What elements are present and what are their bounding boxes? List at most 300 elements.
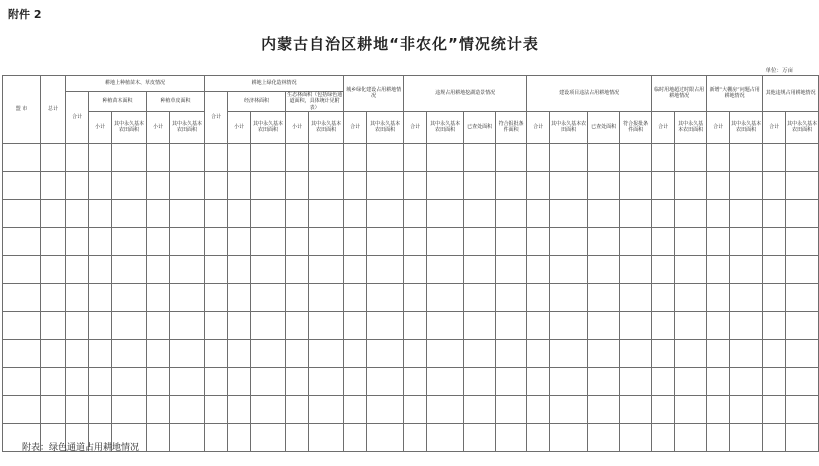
table-cell[interactable] <box>730 423 763 451</box>
table-cell[interactable] <box>464 199 496 227</box>
table-cell[interactable] <box>427 311 464 339</box>
table-cell[interactable] <box>251 311 286 339</box>
table-cell[interactable] <box>730 283 763 311</box>
table-cell[interactable] <box>404 143 427 171</box>
table-cell[interactable] <box>588 255 620 283</box>
table-cell[interactable] <box>550 339 588 367</box>
table-cell[interactable] <box>588 367 620 395</box>
table-cell[interactable] <box>620 199 652 227</box>
table-cell[interactable] <box>89 143 112 171</box>
table-cell[interactable] <box>675 395 707 423</box>
table-cell[interactable] <box>286 283 309 311</box>
table-cell[interactable] <box>147 171 170 199</box>
table-cell[interactable] <box>170 395 205 423</box>
table-cell[interactable] <box>3 395 41 423</box>
table-cell[interactable] <box>527 199 550 227</box>
table-cell[interactable] <box>309 367 344 395</box>
table-cell[interactable] <box>112 283 147 311</box>
table-cell[interactable] <box>730 143 763 171</box>
table-cell[interactable] <box>228 199 251 227</box>
table-cell[interactable] <box>427 255 464 283</box>
table-cell[interactable] <box>89 171 112 199</box>
table-cell[interactable] <box>205 339 228 367</box>
table-cell[interactable] <box>251 367 286 395</box>
table-cell[interactable] <box>707 143 730 171</box>
table-cell[interactable] <box>427 283 464 311</box>
table-cell[interactable] <box>763 339 786 367</box>
table-cell[interactable] <box>786 311 819 339</box>
table-cell[interactable] <box>367 311 404 339</box>
table-cell[interactable] <box>550 367 588 395</box>
table-cell[interactable] <box>527 227 550 255</box>
table-cell[interactable] <box>427 227 464 255</box>
table-cell[interactable] <box>367 283 404 311</box>
table-cell[interactable] <box>309 171 344 199</box>
table-cell[interactable] <box>309 423 344 451</box>
table-cell[interactable] <box>112 255 147 283</box>
table-cell[interactable] <box>309 283 344 311</box>
table-cell[interactable] <box>147 283 170 311</box>
table-cell[interactable] <box>286 339 309 367</box>
table-cell[interactable] <box>588 339 620 367</box>
table-cell[interactable] <box>620 255 652 283</box>
table-cell[interactable] <box>89 199 112 227</box>
table-cell[interactable] <box>588 199 620 227</box>
table-cell[interactable] <box>286 143 309 171</box>
table-cell[interactable] <box>707 395 730 423</box>
table-cell[interactable] <box>588 423 620 451</box>
table-cell[interactable] <box>427 395 464 423</box>
table-cell[interactable] <box>41 227 66 255</box>
table-cell[interactable] <box>170 143 205 171</box>
table-cell[interactable] <box>786 283 819 311</box>
table-cell[interactable] <box>404 339 427 367</box>
table-cell[interactable] <box>427 171 464 199</box>
table-cell[interactable] <box>112 199 147 227</box>
table-cell[interactable] <box>527 423 550 451</box>
table-cell[interactable] <box>147 395 170 423</box>
table-cell[interactable] <box>675 199 707 227</box>
table-cell[interactable] <box>404 227 427 255</box>
table-cell[interactable] <box>89 367 112 395</box>
table-cell[interactable] <box>66 367 89 395</box>
table-cell[interactable] <box>588 143 620 171</box>
table-cell[interactable] <box>170 171 205 199</box>
table-cell[interactable] <box>464 339 496 367</box>
table-cell[interactable] <box>147 199 170 227</box>
table-cell[interactable] <box>404 423 427 451</box>
table-cell[interactable] <box>251 423 286 451</box>
table-cell[interactable] <box>527 143 550 171</box>
table-cell[interactable] <box>588 171 620 199</box>
table-cell[interactable] <box>286 171 309 199</box>
table-cell[interactable] <box>344 283 367 311</box>
table-cell[interactable] <box>496 283 527 311</box>
table-cell[interactable] <box>652 171 675 199</box>
table-cell[interactable] <box>527 339 550 367</box>
table-cell[interactable] <box>112 395 147 423</box>
table-cell[interactable] <box>496 199 527 227</box>
table-cell[interactable] <box>730 199 763 227</box>
table-cell[interactable] <box>3 171 41 199</box>
table-cell[interactable] <box>464 283 496 311</box>
table-cell[interactable] <box>675 143 707 171</box>
table-cell[interactable] <box>763 199 786 227</box>
table-cell[interactable] <box>286 227 309 255</box>
table-cell[interactable] <box>228 311 251 339</box>
table-cell[interactable] <box>763 311 786 339</box>
table-cell[interactable] <box>550 395 588 423</box>
table-cell[interactable] <box>309 311 344 339</box>
table-cell[interactable] <box>41 339 66 367</box>
table-cell[interactable] <box>66 255 89 283</box>
table-cell[interactable] <box>464 423 496 451</box>
table-cell[interactable] <box>112 143 147 171</box>
table-cell[interactable] <box>730 339 763 367</box>
table-cell[interactable] <box>309 395 344 423</box>
table-cell[interactable] <box>286 255 309 283</box>
table-cell[interactable] <box>786 423 819 451</box>
table-cell[interactable] <box>786 255 819 283</box>
table-cell[interactable] <box>309 255 344 283</box>
table-cell[interactable] <box>251 255 286 283</box>
table-cell[interactable] <box>170 423 205 451</box>
table-cell[interactable] <box>205 423 228 451</box>
table-cell[interactable] <box>170 339 205 367</box>
table-cell[interactable] <box>464 171 496 199</box>
table-cell[interactable] <box>66 395 89 423</box>
table-cell[interactable] <box>170 283 205 311</box>
table-cell[interactable] <box>89 227 112 255</box>
table-cell[interactable] <box>367 339 404 367</box>
table-cell[interactable] <box>41 171 66 199</box>
table-cell[interactable] <box>786 227 819 255</box>
table-cell[interactable] <box>367 367 404 395</box>
table-cell[interactable] <box>707 255 730 283</box>
table-cell[interactable] <box>707 311 730 339</box>
table-cell[interactable] <box>620 227 652 255</box>
table-cell[interactable] <box>170 255 205 283</box>
table-cell[interactable] <box>652 255 675 283</box>
table-cell[interactable] <box>496 311 527 339</box>
table-cell[interactable] <box>763 255 786 283</box>
table-cell[interactable] <box>112 311 147 339</box>
table-cell[interactable] <box>588 227 620 255</box>
table-cell[interactable] <box>404 311 427 339</box>
table-cell[interactable] <box>496 143 527 171</box>
table-cell[interactable] <box>41 395 66 423</box>
table-cell[interactable] <box>675 255 707 283</box>
table-cell[interactable] <box>464 227 496 255</box>
table-cell[interactable] <box>41 311 66 339</box>
table-cell[interactable] <box>228 227 251 255</box>
table-cell[interactable] <box>286 423 309 451</box>
table-cell[interactable] <box>41 255 66 283</box>
table-cell[interactable] <box>763 283 786 311</box>
table-cell[interactable] <box>205 367 228 395</box>
table-cell[interactable] <box>620 339 652 367</box>
table-cell[interactable] <box>228 171 251 199</box>
table-cell[interactable] <box>588 395 620 423</box>
table-cell[interactable] <box>344 199 367 227</box>
table-cell[interactable] <box>588 311 620 339</box>
table-cell[interactable] <box>620 311 652 339</box>
table-cell[interactable] <box>41 367 66 395</box>
table-cell[interactable] <box>652 143 675 171</box>
table-cell[interactable] <box>286 395 309 423</box>
table-cell[interactable] <box>763 171 786 199</box>
table-cell[interactable] <box>228 255 251 283</box>
table-cell[interactable] <box>344 339 367 367</box>
table-cell[interactable] <box>147 311 170 339</box>
table-cell[interactable] <box>147 423 170 451</box>
table-cell[interactable] <box>527 283 550 311</box>
table-cell[interactable] <box>66 311 89 339</box>
table-cell[interactable] <box>367 171 404 199</box>
table-cell[interactable] <box>147 367 170 395</box>
table-cell[interactable] <box>170 311 205 339</box>
table-cell[interactable] <box>730 171 763 199</box>
table-cell[interactable] <box>496 423 527 451</box>
table-cell[interactable] <box>3 255 41 283</box>
table-cell[interactable] <box>675 367 707 395</box>
table-cell[interactable] <box>89 255 112 283</box>
table-cell[interactable] <box>205 143 228 171</box>
table-cell[interactable] <box>786 171 819 199</box>
table-cell[interactable] <box>427 143 464 171</box>
table-cell[interactable] <box>205 395 228 423</box>
table-cell[interactable] <box>112 227 147 255</box>
table-cell[interactable] <box>286 367 309 395</box>
table-cell[interactable] <box>89 395 112 423</box>
table-cell[interactable] <box>404 255 427 283</box>
table-cell[interactable] <box>66 283 89 311</box>
table-cell[interactable] <box>675 227 707 255</box>
table-cell[interactable] <box>205 199 228 227</box>
table-cell[interactable] <box>730 395 763 423</box>
table-cell[interactable] <box>707 199 730 227</box>
table-cell[interactable] <box>730 227 763 255</box>
table-cell[interactable] <box>652 367 675 395</box>
table-cell[interactable] <box>344 423 367 451</box>
table-cell[interactable] <box>3 143 41 171</box>
table-cell[interactable] <box>309 227 344 255</box>
table-cell[interactable] <box>550 311 588 339</box>
table-cell[interactable] <box>550 255 588 283</box>
table-cell[interactable] <box>344 255 367 283</box>
table-cell[interactable] <box>620 171 652 199</box>
table-cell[interactable] <box>620 367 652 395</box>
table-cell[interactable] <box>427 339 464 367</box>
table-cell[interactable] <box>344 395 367 423</box>
table-cell[interactable] <box>170 367 205 395</box>
table-cell[interactable] <box>786 199 819 227</box>
table-cell[interactable] <box>3 339 41 367</box>
table-cell[interactable] <box>652 199 675 227</box>
table-cell[interactable] <box>496 171 527 199</box>
table-cell[interactable] <box>550 423 588 451</box>
table-cell[interactable] <box>707 171 730 199</box>
table-cell[interactable] <box>652 227 675 255</box>
table-cell[interactable] <box>550 283 588 311</box>
table-cell[interactable] <box>112 339 147 367</box>
table-cell[interactable] <box>763 227 786 255</box>
table-cell[interactable] <box>527 367 550 395</box>
table-cell[interactable] <box>620 143 652 171</box>
table-cell[interactable] <box>620 395 652 423</box>
table-cell[interactable] <box>228 423 251 451</box>
table-cell[interactable] <box>66 143 89 171</box>
table-cell[interactable] <box>251 199 286 227</box>
table-cell[interactable] <box>367 395 404 423</box>
table-cell[interactable] <box>205 171 228 199</box>
table-cell[interactable] <box>550 199 588 227</box>
table-cell[interactable] <box>730 311 763 339</box>
table-cell[interactable] <box>228 367 251 395</box>
table-cell[interactable] <box>786 367 819 395</box>
table-cell[interactable] <box>251 171 286 199</box>
table-cell[interactable] <box>344 367 367 395</box>
table-cell[interactable] <box>251 339 286 367</box>
table-cell[interactable] <box>730 255 763 283</box>
table-cell[interactable] <box>286 199 309 227</box>
table-cell[interactable] <box>367 423 404 451</box>
table-cell[interactable] <box>707 283 730 311</box>
table-cell[interactable] <box>228 143 251 171</box>
table-cell[interactable] <box>367 227 404 255</box>
table-cell[interactable] <box>707 423 730 451</box>
table-cell[interactable] <box>464 395 496 423</box>
table-cell[interactable] <box>41 199 66 227</box>
table-cell[interactable] <box>675 311 707 339</box>
table-cell[interactable] <box>251 227 286 255</box>
table-cell[interactable] <box>309 199 344 227</box>
table-cell[interactable] <box>652 395 675 423</box>
table-cell[interactable] <box>112 367 147 395</box>
table-cell[interactable] <box>588 283 620 311</box>
table-cell[interactable] <box>464 143 496 171</box>
table-cell[interactable] <box>344 311 367 339</box>
table-cell[interactable] <box>763 143 786 171</box>
table-cell[interactable] <box>66 227 89 255</box>
table-cell[interactable] <box>527 171 550 199</box>
table-cell[interactable] <box>652 339 675 367</box>
table-cell[interactable] <box>527 255 550 283</box>
table-cell[interactable] <box>41 143 66 171</box>
table-cell[interactable] <box>228 283 251 311</box>
table-cell[interactable] <box>251 143 286 171</box>
table-cell[interactable] <box>550 227 588 255</box>
table-cell[interactable] <box>496 255 527 283</box>
table-cell[interactable] <box>205 255 228 283</box>
table-cell[interactable] <box>66 199 89 227</box>
table-cell[interactable] <box>404 171 427 199</box>
table-cell[interactable] <box>89 311 112 339</box>
table-cell[interactable] <box>675 339 707 367</box>
table-cell[interactable] <box>496 367 527 395</box>
table-cell[interactable] <box>763 367 786 395</box>
table-cell[interactable] <box>205 283 228 311</box>
table-cell[interactable] <box>675 423 707 451</box>
table-cell[interactable] <box>147 255 170 283</box>
table-cell[interactable] <box>786 339 819 367</box>
table-cell[interactable] <box>309 339 344 367</box>
table-cell[interactable] <box>251 283 286 311</box>
table-cell[interactable] <box>786 143 819 171</box>
table-cell[interactable] <box>730 367 763 395</box>
table-cell[interactable] <box>464 311 496 339</box>
table-cell[interactable] <box>707 339 730 367</box>
table-cell[interactable] <box>427 423 464 451</box>
table-cell[interactable] <box>496 395 527 423</box>
table-cell[interactable] <box>652 423 675 451</box>
table-cell[interactable] <box>89 339 112 367</box>
table-cell[interactable] <box>763 423 786 451</box>
table-cell[interactable] <box>707 367 730 395</box>
table-cell[interactable] <box>550 171 588 199</box>
table-cell[interactable] <box>652 311 675 339</box>
table-cell[interactable] <box>251 395 286 423</box>
table-cell[interactable] <box>147 339 170 367</box>
table-cell[interactable] <box>427 367 464 395</box>
table-cell[interactable] <box>3 227 41 255</box>
table-cell[interactable] <box>66 339 89 367</box>
table-cell[interactable] <box>675 171 707 199</box>
table-cell[interactable] <box>367 199 404 227</box>
table-cell[interactable] <box>66 171 89 199</box>
table-cell[interactable] <box>367 143 404 171</box>
table-cell[interactable] <box>404 395 427 423</box>
table-cell[interactable] <box>550 143 588 171</box>
table-cell[interactable] <box>41 283 66 311</box>
table-cell[interactable] <box>147 143 170 171</box>
table-cell[interactable] <box>427 199 464 227</box>
table-cell[interactable] <box>309 143 344 171</box>
table-cell[interactable] <box>112 171 147 199</box>
table-cell[interactable] <box>620 423 652 451</box>
table-cell[interactable] <box>170 227 205 255</box>
table-cell[interactable] <box>205 227 228 255</box>
table-cell[interactable] <box>228 395 251 423</box>
table-cell[interactable] <box>707 227 730 255</box>
table-cell[interactable] <box>205 311 228 339</box>
table-cell[interactable] <box>527 395 550 423</box>
table-cell[interactable] <box>675 283 707 311</box>
table-cell[interactable] <box>763 395 786 423</box>
table-cell[interactable] <box>464 255 496 283</box>
table-cell[interactable] <box>344 171 367 199</box>
table-cell[interactable] <box>527 311 550 339</box>
table-cell[interactable] <box>286 311 309 339</box>
table-cell[interactable] <box>652 283 675 311</box>
table-cell[interactable] <box>170 199 205 227</box>
table-cell[interactable] <box>228 339 251 367</box>
table-cell[interactable] <box>89 283 112 311</box>
table-cell[interactable] <box>620 283 652 311</box>
table-cell[interactable] <box>496 227 527 255</box>
table-cell[interactable] <box>464 367 496 395</box>
table-cell[interactable] <box>496 339 527 367</box>
table-cell[interactable] <box>3 367 41 395</box>
table-cell[interactable] <box>3 199 41 227</box>
table-cell[interactable] <box>147 227 170 255</box>
table-cell[interactable] <box>3 311 41 339</box>
table-cell[interactable] <box>404 283 427 311</box>
table-cell[interactable] <box>404 367 427 395</box>
table-cell[interactable] <box>404 199 427 227</box>
table-cell[interactable] <box>344 227 367 255</box>
table-cell[interactable] <box>3 283 41 311</box>
